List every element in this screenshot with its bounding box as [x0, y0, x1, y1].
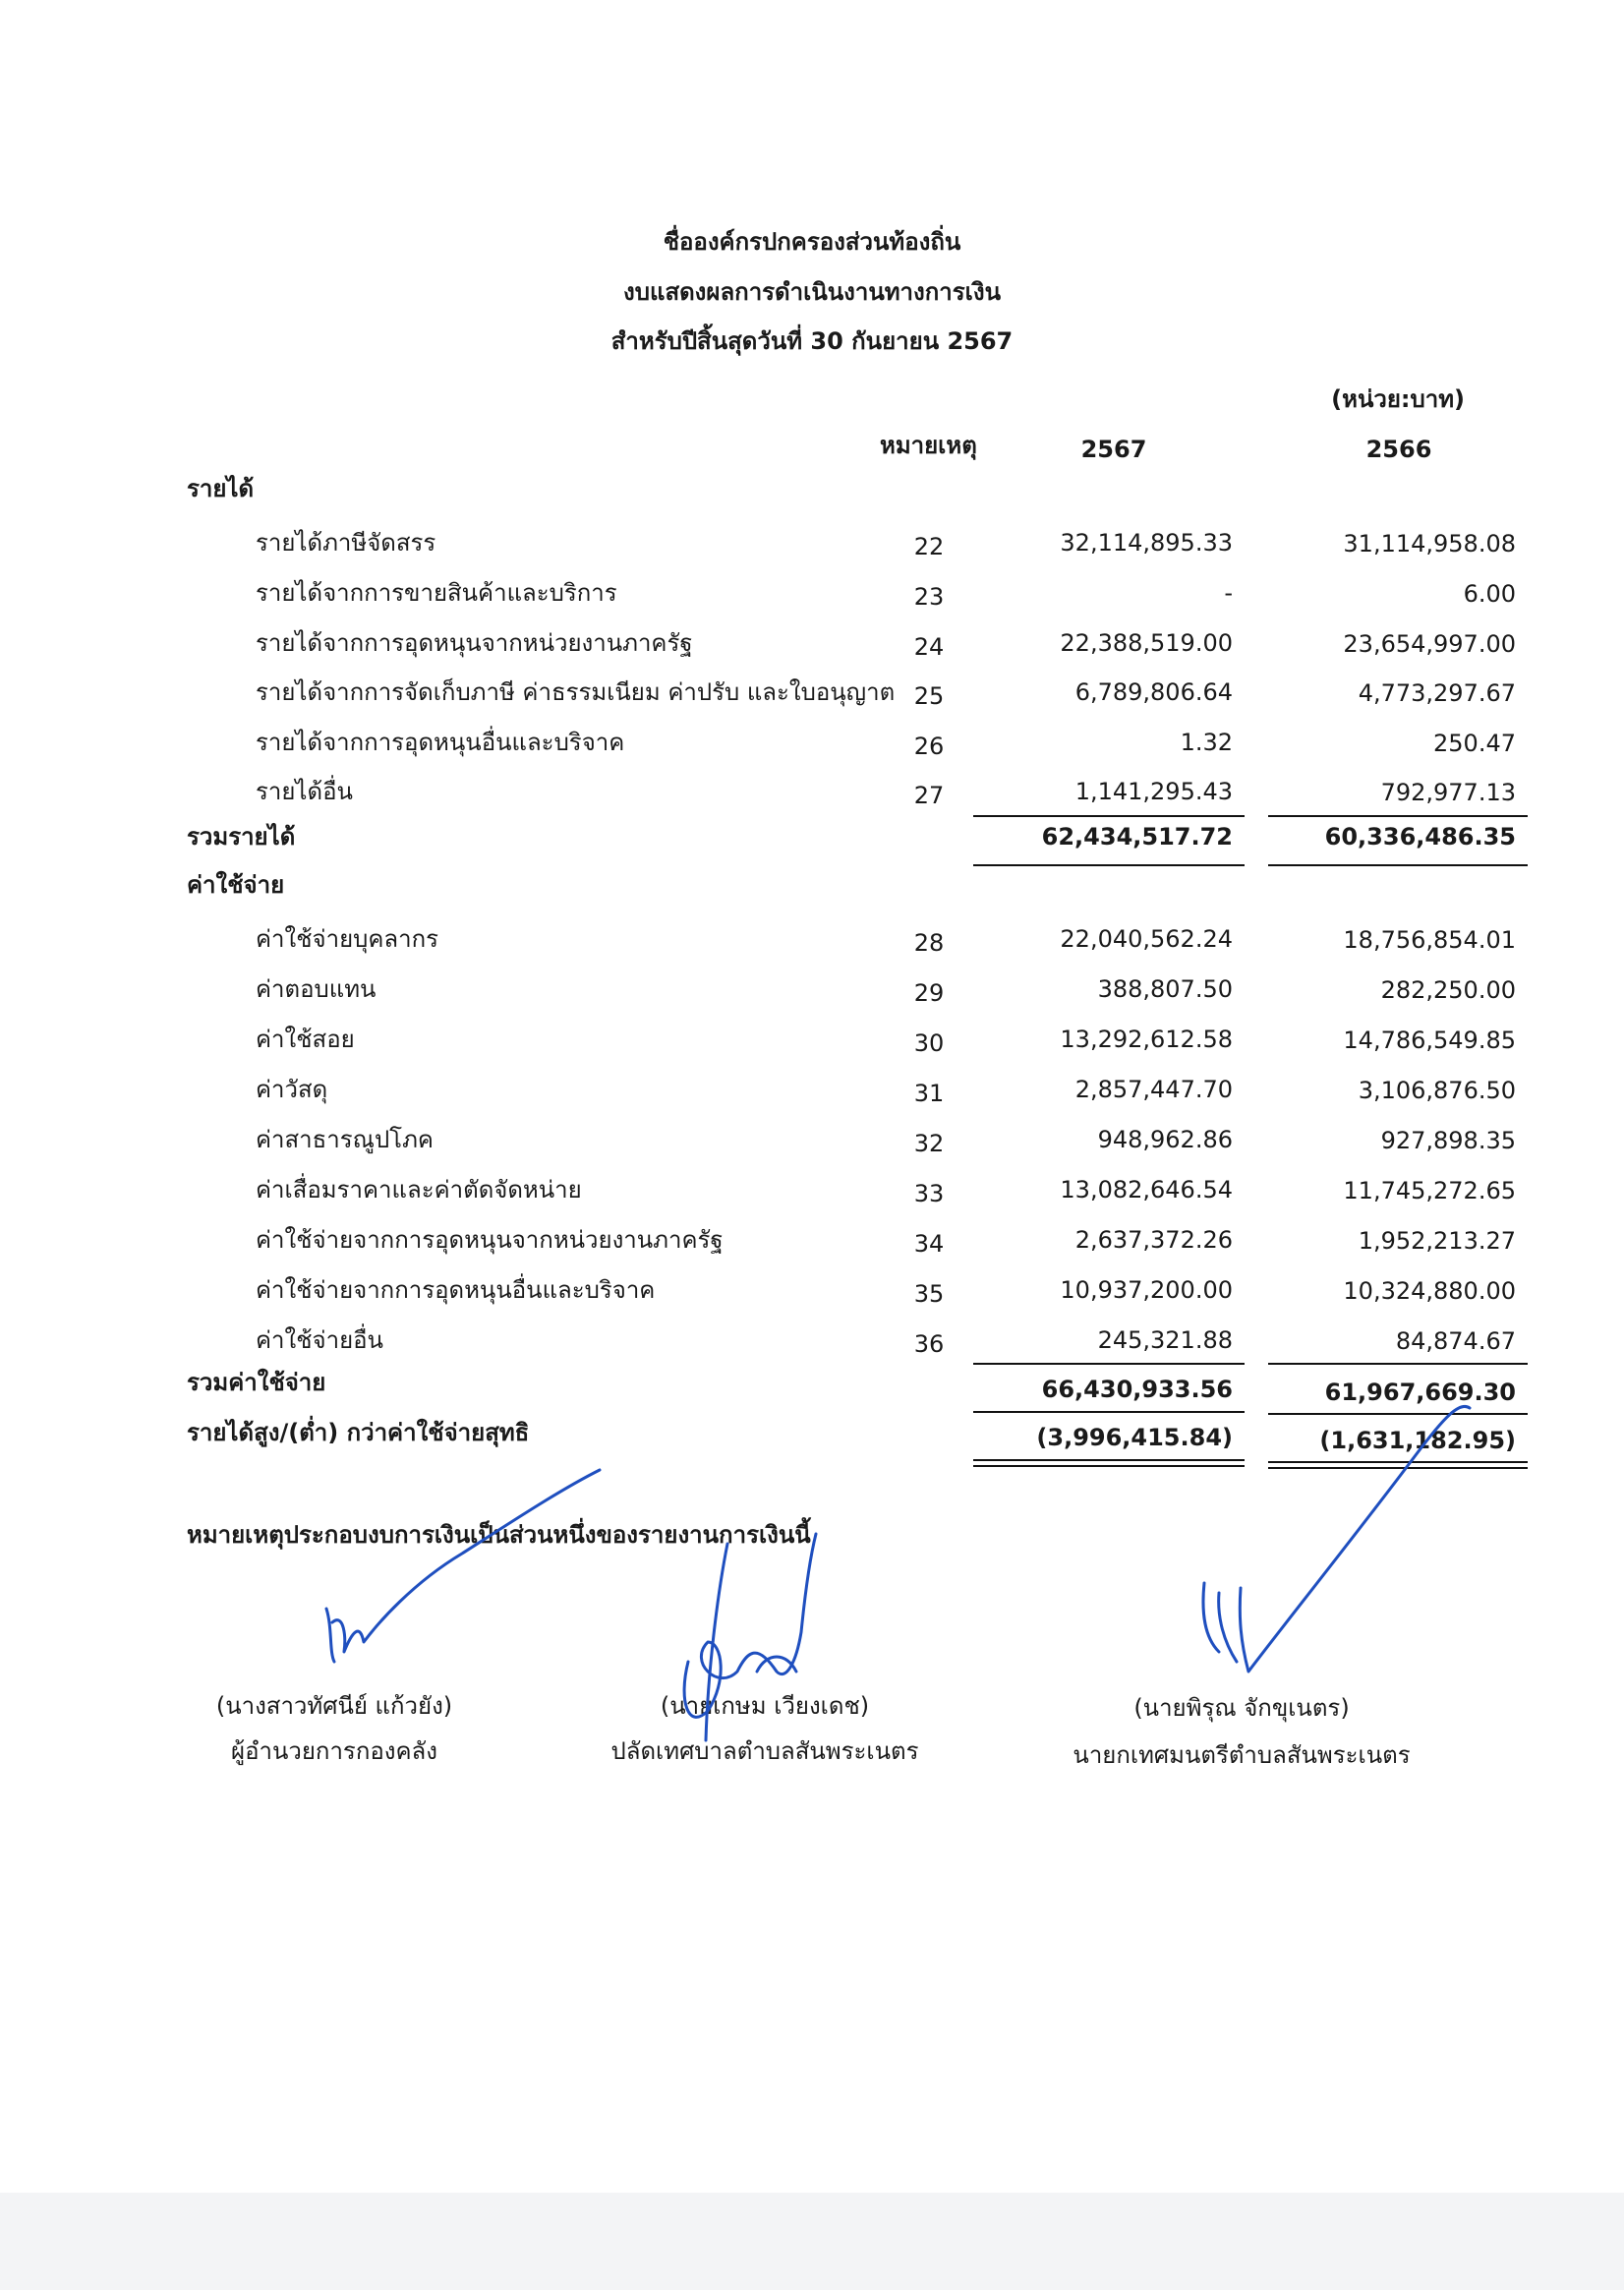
rule-revenue-bottom-2566	[1268, 864, 1528, 866]
revenue-item-note: 24	[913, 633, 945, 661]
revenue-item-note: 23	[913, 583, 945, 611]
rule-net-double-a-2567	[973, 1459, 1245, 1461]
expense-item-note: 35	[913, 1280, 945, 1308]
rule-revenue-top-2567	[973, 815, 1245, 817]
expense-item-2567: 13,292,612.58	[1060, 1026, 1233, 1053]
revenue-item-note: 26	[913, 733, 945, 760]
revenue-item-2567: 6,789,806.64	[1074, 678, 1233, 706]
expense-item-2566: 1,952,213.27	[1358, 1227, 1516, 1255]
expense-item-label: ค่าสาธารณูปโภค	[256, 1126, 434, 1153]
expense-item-label: ค่าเสื่อมราคาและค่าตัดจัดหน่าย	[256, 1176, 582, 1204]
rule-expense-top-2567	[973, 1363, 1245, 1365]
expense-heading: ค่าใช้จ่าย	[187, 871, 285, 899]
net-result-2566: (1,631,182.95)	[1319, 1427, 1516, 1454]
expense-item-label: ค่าตอบแทน	[256, 975, 377, 1003]
expense-item-2567: 2,857,447.70	[1074, 1076, 1233, 1103]
revenue-item-label: รายได้จากการขายสินค้าและบริการ	[256, 579, 617, 607]
expense-item-note: 30	[913, 1029, 945, 1057]
net-result-label: รายได้สูง/(ต่ำ) กว่าค่าใช้จ่ายสุทธิ	[187, 1419, 530, 1446]
footnote: หมายเหตุประกอบงบการเงินเป็นส่วนหนึ่งของรายงานการเงินนี้	[187, 1521, 811, 1549]
statement-period: สำหรับปีสิ้นสุดวันที่ 30 กันยายน 2567	[610, 327, 1014, 355]
expense-item-2567: 245,321.88	[1097, 1326, 1233, 1354]
revenue-item-2567: 1.32	[1180, 729, 1233, 756]
signatory-2-title: ปลัดเทศบาลตำบลสันพระเนตร	[610, 1737, 919, 1765]
revenue-item-2566: 23,654,997.00	[1343, 630, 1516, 658]
revenue-item-label: รายได้จากการอุดหนุนจากหน่วยงานภาครัฐ	[256, 629, 693, 657]
expense-item-2567: 388,807.50	[1097, 975, 1233, 1003]
expense-item-2567: 10,937,200.00	[1060, 1276, 1233, 1304]
revenue-item-note: 22	[913, 533, 945, 560]
expense-item-label: ค่าใช้จ่ายจากการอุดหนุนจากหน่วยงานภาครัฐ	[256, 1226, 724, 1254]
scan-footer-band	[0, 2193, 1624, 2290]
expense-item-2566: 10,324,880.00	[1343, 1277, 1516, 1305]
expense-item-note: 34	[913, 1230, 945, 1258]
rule-revenue-top-2566	[1268, 815, 1528, 817]
revenue-item-label: รายได้จากการจัดเก็บภาษี ค่าธรรมเนียม ค่าปรับ และใบอนุญาต	[256, 678, 896, 706]
expense-item-note: 32	[913, 1130, 945, 1157]
revenue-item-2566: 4,773,297.67	[1358, 679, 1516, 707]
net-result-2567: (3,996,415.84)	[1036, 1424, 1233, 1451]
revenue-total-label: รวมรายได้	[187, 823, 296, 851]
revenue-item-2567: 1,141,295.43	[1074, 778, 1233, 805]
revenue-item-2566: 792,977.13	[1380, 779, 1516, 806]
revenue-item-2566: 31,114,958.08	[1343, 530, 1516, 558]
expense-item-2566: 18,756,854.01	[1343, 926, 1516, 954]
expense-item-2567: 948,962.86	[1097, 1126, 1233, 1153]
revenue-item-note: 27	[913, 782, 945, 809]
rule-net-double-b-2566	[1268, 1467, 1528, 1469]
expense-item-2567: 22,040,562.24	[1060, 925, 1233, 953]
expense-item-2566: 14,786,549.85	[1343, 1027, 1516, 1054]
signatory-1-title: ผู้อำนวยการกองคลัง	[231, 1737, 437, 1765]
signatory-2-name: (นายเกษม เวียงเดช)	[660, 1692, 870, 1720]
revenue-item-label: รายได้จากการอุดหนุนอื่นและบริจาค	[256, 729, 625, 756]
revenue-heading: รายได้	[187, 475, 255, 502]
rule-net-double-a-2566	[1268, 1461, 1528, 1463]
signatory-1-name: (นางสาวทัศนีย์ แก้วยัง)	[215, 1692, 453, 1720]
expense-item-2566: 11,745,272.65	[1343, 1177, 1516, 1204]
rule-expense-top-2566	[1268, 1363, 1528, 1365]
expense-item-2566: 3,106,876.50	[1358, 1077, 1516, 1104]
expense-item-note: 28	[913, 929, 945, 957]
rule-expense-bottom-2567	[973, 1411, 1245, 1413]
expense-item-note: 29	[913, 979, 945, 1007]
col-2566-header: 2566	[1365, 436, 1432, 463]
col-note-header: หมายเหตุ	[880, 432, 977, 459]
revenue-item-2567: 32,114,895.33	[1060, 529, 1233, 557]
revenue-item-note: 25	[913, 682, 945, 710]
statement-title: งบแสดงผลการดำเนินงานทางการเงิน	[623, 278, 1001, 306]
revenue-item-2566: 250.47	[1433, 730, 1516, 757]
rule-net-double-b-2567	[973, 1465, 1245, 1467]
expense-item-label: ค่าใช้จ่ายอื่น	[256, 1326, 383, 1354]
expense-total-2567: 66,430,933.56	[1041, 1376, 1233, 1403]
expense-item-2566: 282,250.00	[1380, 976, 1516, 1004]
expense-item-label: ค่าใช้จ่ายจากการอุดหนุนอื่นและบริจาค	[256, 1276, 656, 1304]
revenue-item-label: รายได้อื่น	[256, 778, 353, 805]
rule-revenue-bottom-2567	[973, 864, 1245, 866]
revenue-item-2567: -	[1224, 579, 1233, 607]
col-2567-header: 2567	[1080, 436, 1147, 463]
unit-label: (หน่วย:บาท)	[1331, 385, 1465, 413]
expense-total-2566: 61,967,669.30	[1324, 1379, 1516, 1406]
expense-item-note: 36	[913, 1330, 945, 1358]
rule-expense-bottom-2566	[1268, 1413, 1528, 1415]
expense-item-2566: 927,898.35	[1380, 1127, 1516, 1154]
signature-1	[326, 1470, 600, 1662]
org-name: ชื่อองค์กรปกครองส่วนท้องถิ่น	[663, 228, 961, 256]
expense-item-label: ค่าใช้จ่ายบุคลากร	[256, 925, 439, 953]
revenue-item-2566: 6.00	[1463, 580, 1516, 608]
revenue-item-label: รายได้ภาษีจัดสรร	[256, 529, 436, 557]
revenue-total-2566: 60,336,486.35	[1324, 823, 1516, 851]
expense-item-note: 31	[913, 1080, 945, 1107]
expense-item-2566: 84,874.67	[1395, 1327, 1516, 1355]
expense-total-label: รวมค่าใช้จ่าย	[187, 1369, 326, 1396]
expense-item-2567: 13,082,646.54	[1060, 1176, 1233, 1204]
expense-item-label: ค่าวัสดุ	[256, 1076, 328, 1103]
expense-item-2567: 2,637,372.26	[1074, 1226, 1233, 1254]
signatory-3-title: นายกเทศมนตรีตำบลสันพระเนตร	[1073, 1741, 1411, 1769]
expense-item-note: 33	[913, 1180, 945, 1207]
revenue-total-2567: 62,434,517.72	[1041, 823, 1233, 851]
expense-item-label: ค่าใช้สอย	[256, 1026, 355, 1053]
signatory-3-name: (นายพิรุณ จักขุเนตร)	[1133, 1694, 1350, 1722]
revenue-item-2567: 22,388,519.00	[1060, 629, 1233, 657]
